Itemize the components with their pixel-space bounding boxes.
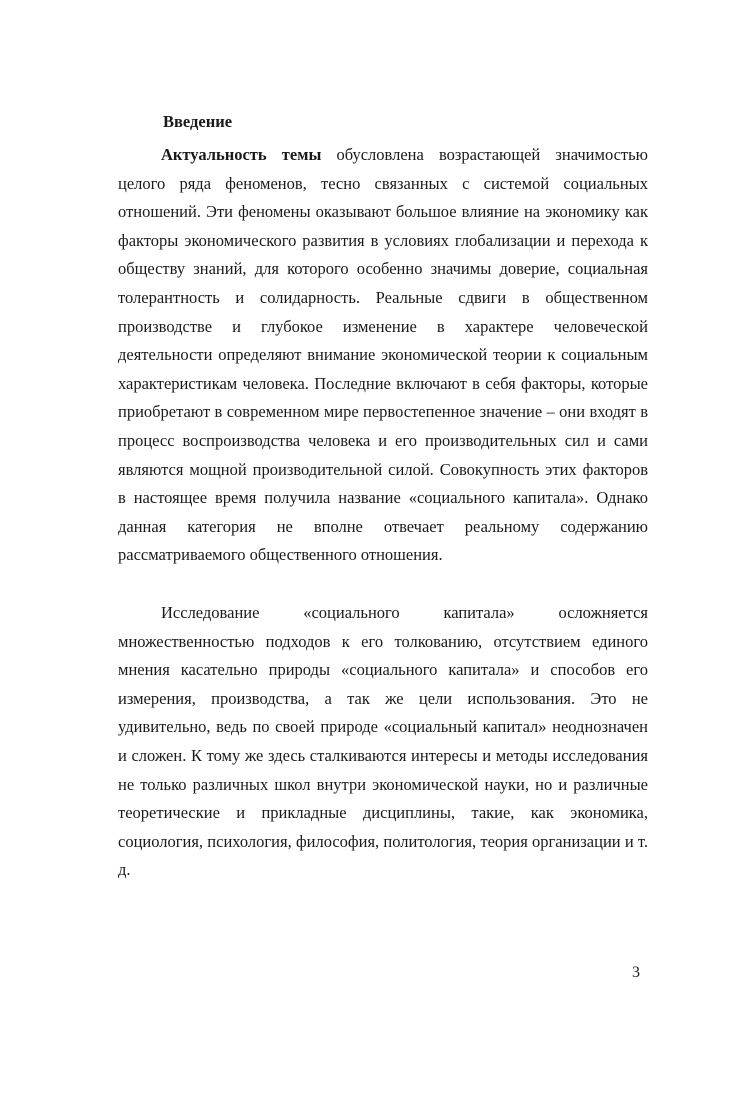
paragraph-relevance	[118, 141, 648, 570]
paragraph-lead: Актуальность темы	[161, 145, 322, 164]
section-heading: Введение	[163, 112, 233, 131]
paragraph-relevance-text: обусловлена возрастающей значимостью целого ряда феноменов, тесно связанных с системой социальных отношений. Эти феномены оказывают большое влияние на экономику как факторы экономического развития в условиях глобализации и перехода к обществу знаний, для которого особенно значимы доверие, социальная толерантность и солидарность. Реальные сдвиги в общественном производстве и глубокое изменение в характере человеческой деятельности определяют внимание экономической теории к социальным характеристикам человека. Последние включают в себя факторы, которые приобретают в современном мире первостепенное значение – они входят в процесс воспроизводства человека и его производительных сил и сами являются мощной производительной силой. Совокупность этих факторов в настоящее время получила название «социального капитала». Однако данная категория не вполне отвечает реальному содержанию рассматриваемого общественного отношения.	[118, 145, 648, 565]
paragraph-research	[118, 599, 648, 885]
paragraph-research-text: Исследование «социального капитала» осложняется множественностью подходов к его толкованию, отсутствием единого мнения касательно природы «социального капитала» и способов его измерения, производства, а так же цели использования. Это не удивительно, ведь по своей природе «социальный капитал» неоднозначен и сложен. К тому же здесь сталкиваются интересы и методы исследования не только различных школ внутри экономической науки, но и различные теоретические и прикладные дисциплины, такие, как экономика, социология, психология, философия, политология, теория организации и т. д.	[118, 603, 648, 880]
page-number: 3	[632, 964, 640, 981]
